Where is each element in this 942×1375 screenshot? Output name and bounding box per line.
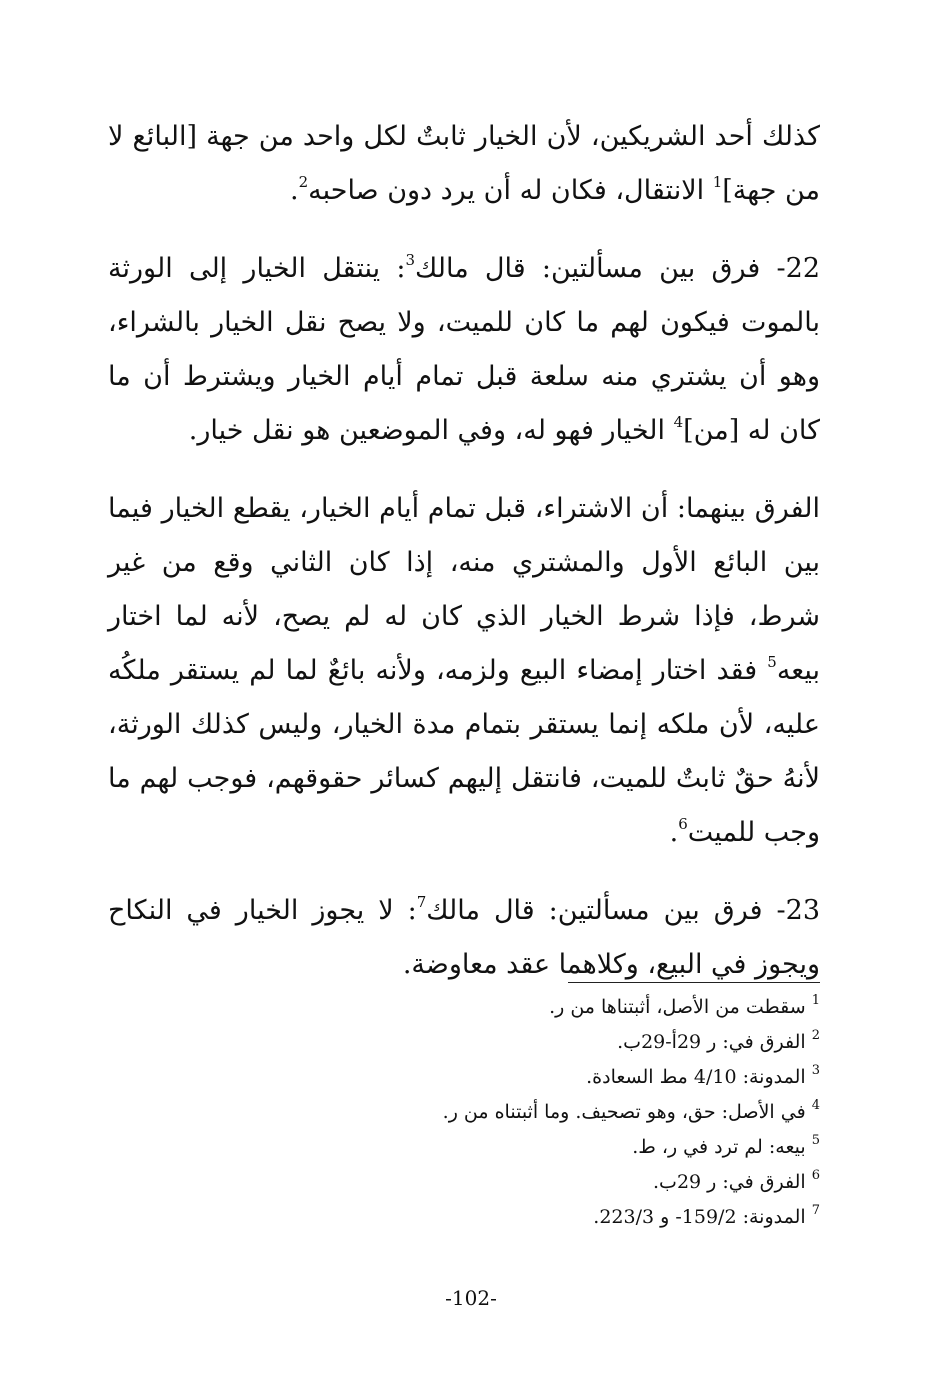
footnote-number: 1 [811, 993, 820, 1008]
footnote [300, 1025, 820, 1060]
paragraph [108, 482, 820, 860]
footnote [300, 1130, 820, 1165]
footnote-ref: 6 [678, 815, 688, 833]
text-run: . [669, 817, 679, 848]
footnote-ref: 5 [767, 653, 777, 671]
text-run: 22- فرق بين مسألتين: قال مالك [415, 253, 821, 284]
paragraph [108, 884, 820, 992]
footnote [300, 990, 820, 1025]
footnote-separator [568, 982, 820, 983]
footnote-ref: 4 [673, 413, 684, 431]
footnote-number: 7 [811, 1203, 820, 1218]
text-run: : لا يجوز الخيار في النكاح ويجوز في البيع، وكلاهما عقد معاوضة. [108, 895, 820, 980]
text-run: فقد اختار إمضاء البيع ولزمه، ولأنه بائعٌ لما لم يستقر ملكُه عليه، لأن ملكه إنما يستقر بتمام مدة الخيار، وليس كذلك الورثة، لأنهُ حقٌ ثابتٌ للميت، فانتقل إليهم كسائر حقوقهم، فوجب لهم ما وجب للميت [108, 655, 820, 848]
footnote [300, 1060, 820, 1095]
footnote-number: 5 [811, 1133, 820, 1148]
footnote-number: 2 [811, 1028, 820, 1043]
footnote-number: 3 [811, 1063, 820, 1078]
footnote-ref: 2 [298, 173, 309, 191]
text-run: : ينتقل الخيار إلى الورثة بالموت فيكون لهم ما كان للميت، ولا يصح نقل الخيار بالشراء، وهو أن يشتري منه سلعة قبل تمام أيام الخيار ويشترط أن ما كان له [من] [108, 253, 820, 446]
text-run: كذلك أحد الشريكين، لأن الخيار ثابتٌ لكل واحد من جهة [البائع لا من جهة] [108, 121, 820, 206]
footnote [300, 1165, 820, 1200]
text-run: الانتقال، فكان له أن يرد دون صاحبه [308, 175, 713, 206]
main-text [108, 110, 820, 1016]
footnote-number: 6 [811, 1168, 820, 1183]
footnote [300, 1200, 820, 1235]
footnote-ref: 1 [712, 173, 723, 191]
footnote-text: المدونة: 159/2- و 223/3. [593, 1206, 806, 1228]
footnote-text: بيعه: لم ترد في ر، ط. [632, 1136, 806, 1158]
footnote-ref: 7 [416, 893, 427, 911]
footnotes [300, 990, 820, 1235]
footnote-text: الفرق في: ر 29أ-29ب. [617, 1031, 806, 1053]
text-run: الفرق بينهما: أن الاشتراء، قبل تمام أيام الخيار، يقطع الخيار فيما بين البائع الأول والمشتري منه، إذا كان الثاني وقع من غير شرط، فإذا شرط الخيار الذي كان له لم يصح، لأنه لما اختار بيعه [108, 493, 820, 686]
footnote-text: سقطت من الأصل، أثبتناها من ر. [549, 996, 806, 1018]
footnote-text: الفرق في: ر 29ب. [653, 1171, 806, 1193]
text-run: الخيار فهو له، وفي الموضعين هو نقل خيار. [188, 415, 674, 446]
text-run: . [290, 175, 299, 206]
footnote-ref: 3 [405, 251, 416, 269]
footnote-number: 4 [811, 1098, 820, 1113]
footnote-text: في الأصل: حق، وهو تصحيف. وما أثبتناه من ر. [442, 1101, 806, 1123]
paragraph [108, 110, 820, 218]
footnote [300, 1095, 820, 1130]
paragraph [108, 242, 820, 458]
page-number: -102- [445, 1286, 497, 1310]
text-run: 23- فرق بين مسألتين: قال مالك [426, 895, 821, 926]
footnote-text: المدونة: 4/10 مط السعادة. [586, 1066, 806, 1088]
